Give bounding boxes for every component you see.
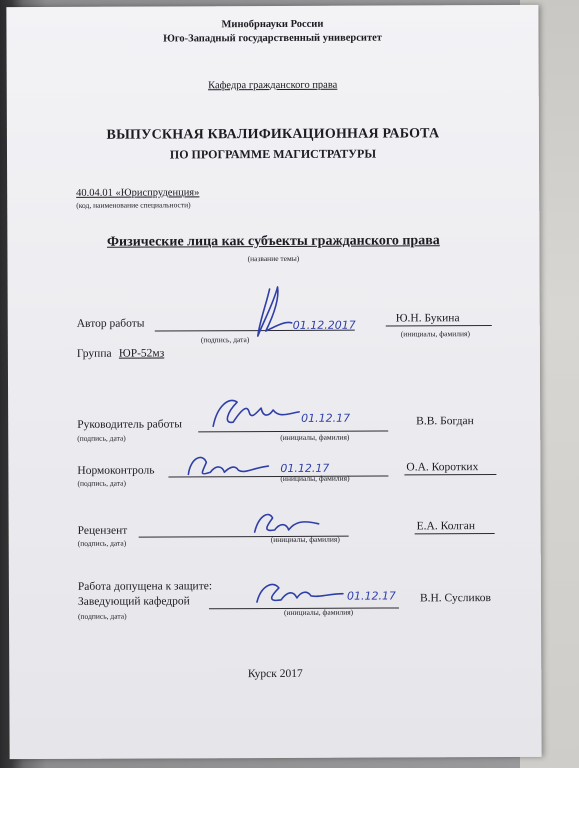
admission-name: В.Н. Сусликов <box>419 592 491 605</box>
author-label: Автор работы <box>76 317 145 330</box>
title-page <box>6 5 541 759</box>
author-name-line <box>386 325 492 326</box>
ministry-name: Минобрнауки России <box>221 18 324 31</box>
specialty: 40.04.01 «Юриспруденция» <box>76 187 200 199</box>
normcontrol-name-caption: (инициалы, фамилия) <box>280 473 350 483</box>
specialty-caption: (код, наименование специальности) <box>76 200 191 210</box>
normcontrol-signature-caption: (подпись, дата) <box>77 478 127 488</box>
reviewer-name-line <box>415 533 495 534</box>
author-signature-caption: (подпись, дата) <box>200 335 250 345</box>
work-title: ВЫПУСКНАЯ КВАЛИФИКАЦИОННАЯ РАБОТА <box>106 126 440 143</box>
head-of-department-label: Заведующий кафедрой <box>77 595 190 608</box>
supervisor-label: Руководитель работы <box>77 418 182 431</box>
thesis-theme: Физические лица как субъекты гражданского права <box>106 233 440 250</box>
theme-caption: (название темы) <box>247 253 300 264</box>
group-label: Группа <box>76 347 112 360</box>
city-year: Курск 2017 <box>247 667 303 681</box>
supervisor-name: В.В. Богдан <box>416 415 474 428</box>
group-number: ЮР-52мз <box>118 347 165 360</box>
reviewer-label: Рецензент <box>77 524 128 537</box>
admission-name-caption: (инициалы, фамилия) <box>283 607 354 617</box>
university-name: Юго-Западный государственный университет <box>163 32 382 45</box>
admission-signature-date: 01.12.17 <box>346 589 396 603</box>
supervisor-signature-date: 01.12.17 <box>301 411 351 425</box>
supervisor-signature <box>203 387 403 438</box>
admission-signature <box>249 571 419 612</box>
reviewer-signature-caption: (подпись, дата) <box>77 538 127 548</box>
admission-label: Работа допущена к защите: <box>77 580 213 593</box>
admission-signature-caption: (подпись, дата) <box>78 611 127 621</box>
author-name-caption: (инициалы, фамилия) <box>400 329 470 339</box>
supervisor-signature-caption: (подпись, дата) <box>77 433 126 443</box>
bottom-margin <box>0 768 579 819</box>
normcontrol-signature-date: 01.12.17 <box>280 461 330 475</box>
supervisor-name-caption: (инициалы, фамилия) <box>280 432 350 442</box>
reviewer-name-caption: (инициалы, фамилия) <box>270 534 340 545</box>
reviewer-name: Е.А. Колган <box>416 520 476 533</box>
program-title: ПО ПРОГРАММЕ МАГИСТРАТУРЫ <box>169 146 377 162</box>
author-signature-date: 01.12.2017 <box>292 318 356 332</box>
normcontrol-name: О.А. Коротких <box>406 461 479 474</box>
author-name: Ю.Н. Букина <box>395 312 460 325</box>
normcontrol-label: Нормоконтроль <box>77 464 155 477</box>
normcontrol-name-line <box>404 474 496 475</box>
department-name: Кафедра гражданского права <box>208 79 338 92</box>
author-signature <box>208 281 358 342</box>
